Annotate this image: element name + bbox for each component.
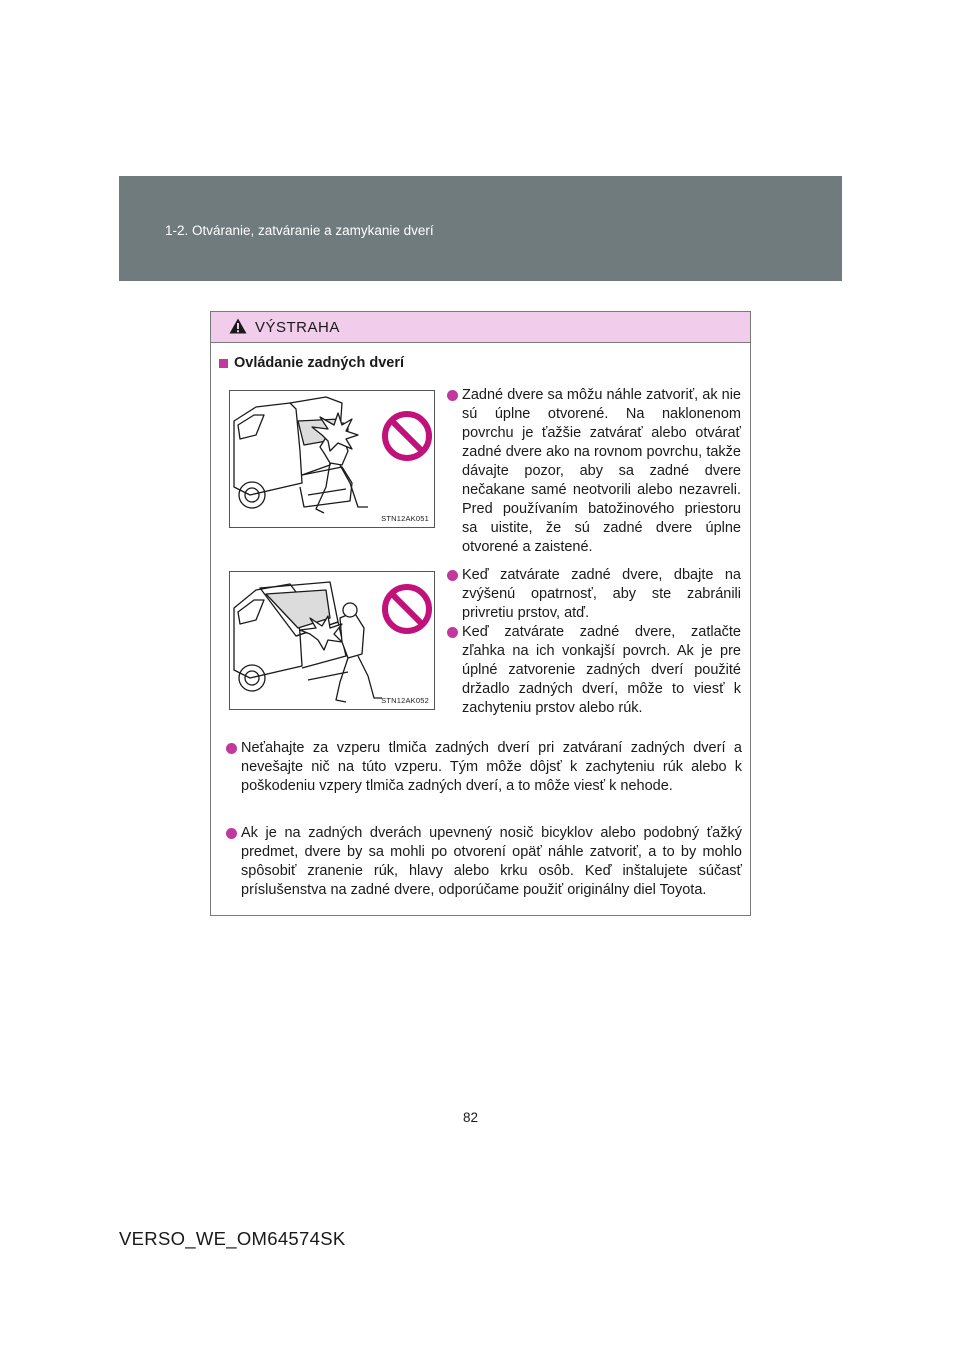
warning-item-text: Ak je na zadných dverách upevnený nosič bicyklov alebo podobný ťažký predmet, dvere by sa mohli po otvorení opäť náhle zatvoriť, a to by mohlo spôsobiť zranenie rúk, hlavy alebo krku osôb. Keď inštalujete súčasť príslušenstva na zadné dvere, odporúčame použiť originálny diel Toyota. (241, 825, 742, 898)
warning-item-text: Zadné dvere sa môžu náhle zatvoriť, ak nie sú úplne otvorené. Na naklonenom povrchu je ťažšie zatvárať alebo otvárať zadné dvere ako na rovnom povrchu, takže dávajte pozor, aby sa zadné dvere nečakane samé neotvorili alebo nezavreli. Pred používaním batožinového priestoru sa uistite, že sú zadné dvere úplne otvorené a zaistené. (462, 387, 741, 555)
illustration-fingers-pinch (229, 571, 435, 710)
warning-box (210, 311, 751, 916)
warning-item (447, 623, 741, 718)
illustration-code: STN12AK051 (381, 514, 429, 523)
warning-item-text: Keď zatvárate zadné dvere, dbajte na zvýšenú opatrnosť, aby ste zabránili privretiu prstov, atď. (462, 567, 741, 621)
illustration-tailgate-closing (229, 390, 435, 528)
document-code: VERSO_WE_OM64574SK (119, 1228, 346, 1249)
prohibition-icon (380, 409, 434, 463)
subheading-text: Ovládanie zadných dverí (234, 355, 405, 371)
bullet-icon (447, 627, 458, 638)
section-header-band (119, 176, 842, 281)
section-title: 1-2. Otváranie, zatváranie a zamykanie dverí (165, 223, 434, 238)
prohibition-icon (380, 582, 434, 636)
bullet-icon (226, 743, 237, 754)
bullet-icon (447, 390, 458, 401)
warning-title: VÝSTRAHA (255, 319, 340, 336)
warning-item (447, 386, 741, 557)
warning-item-text: Keď zatvárate zadné dvere, zatlačte zľahka na ich vonkajší povrch. Ak je pre úplné zatvorenie zadných dverí použité držadlo zadných dverí, môže to viesť k zachyteniu prstov alebo rúk. (462, 624, 741, 716)
warning-item-text: Neťahajte za vzperu tlmiča zadných dverí pri zatváraní zadných dverí a nevešajte nič na túto vzperu. Tým môže dôjsť k zachyteniu rúk alebo k poškodeniu vzpery tlmiča zadných dverí, a to môže viesť k nehode. (241, 740, 742, 794)
square-bullet-icon (219, 359, 228, 368)
page-number: 82 (463, 1110, 479, 1125)
warning-subheading (219, 355, 404, 371)
warning-item (226, 824, 742, 900)
illustration-code: STN12AK052 (381, 696, 429, 705)
warning-item (447, 566, 741, 623)
bullet-icon (226, 828, 237, 839)
bullet-icon (447, 570, 458, 581)
warning-triangle-icon (229, 318, 247, 334)
warning-header (211, 312, 750, 343)
warning-item (226, 739, 742, 796)
